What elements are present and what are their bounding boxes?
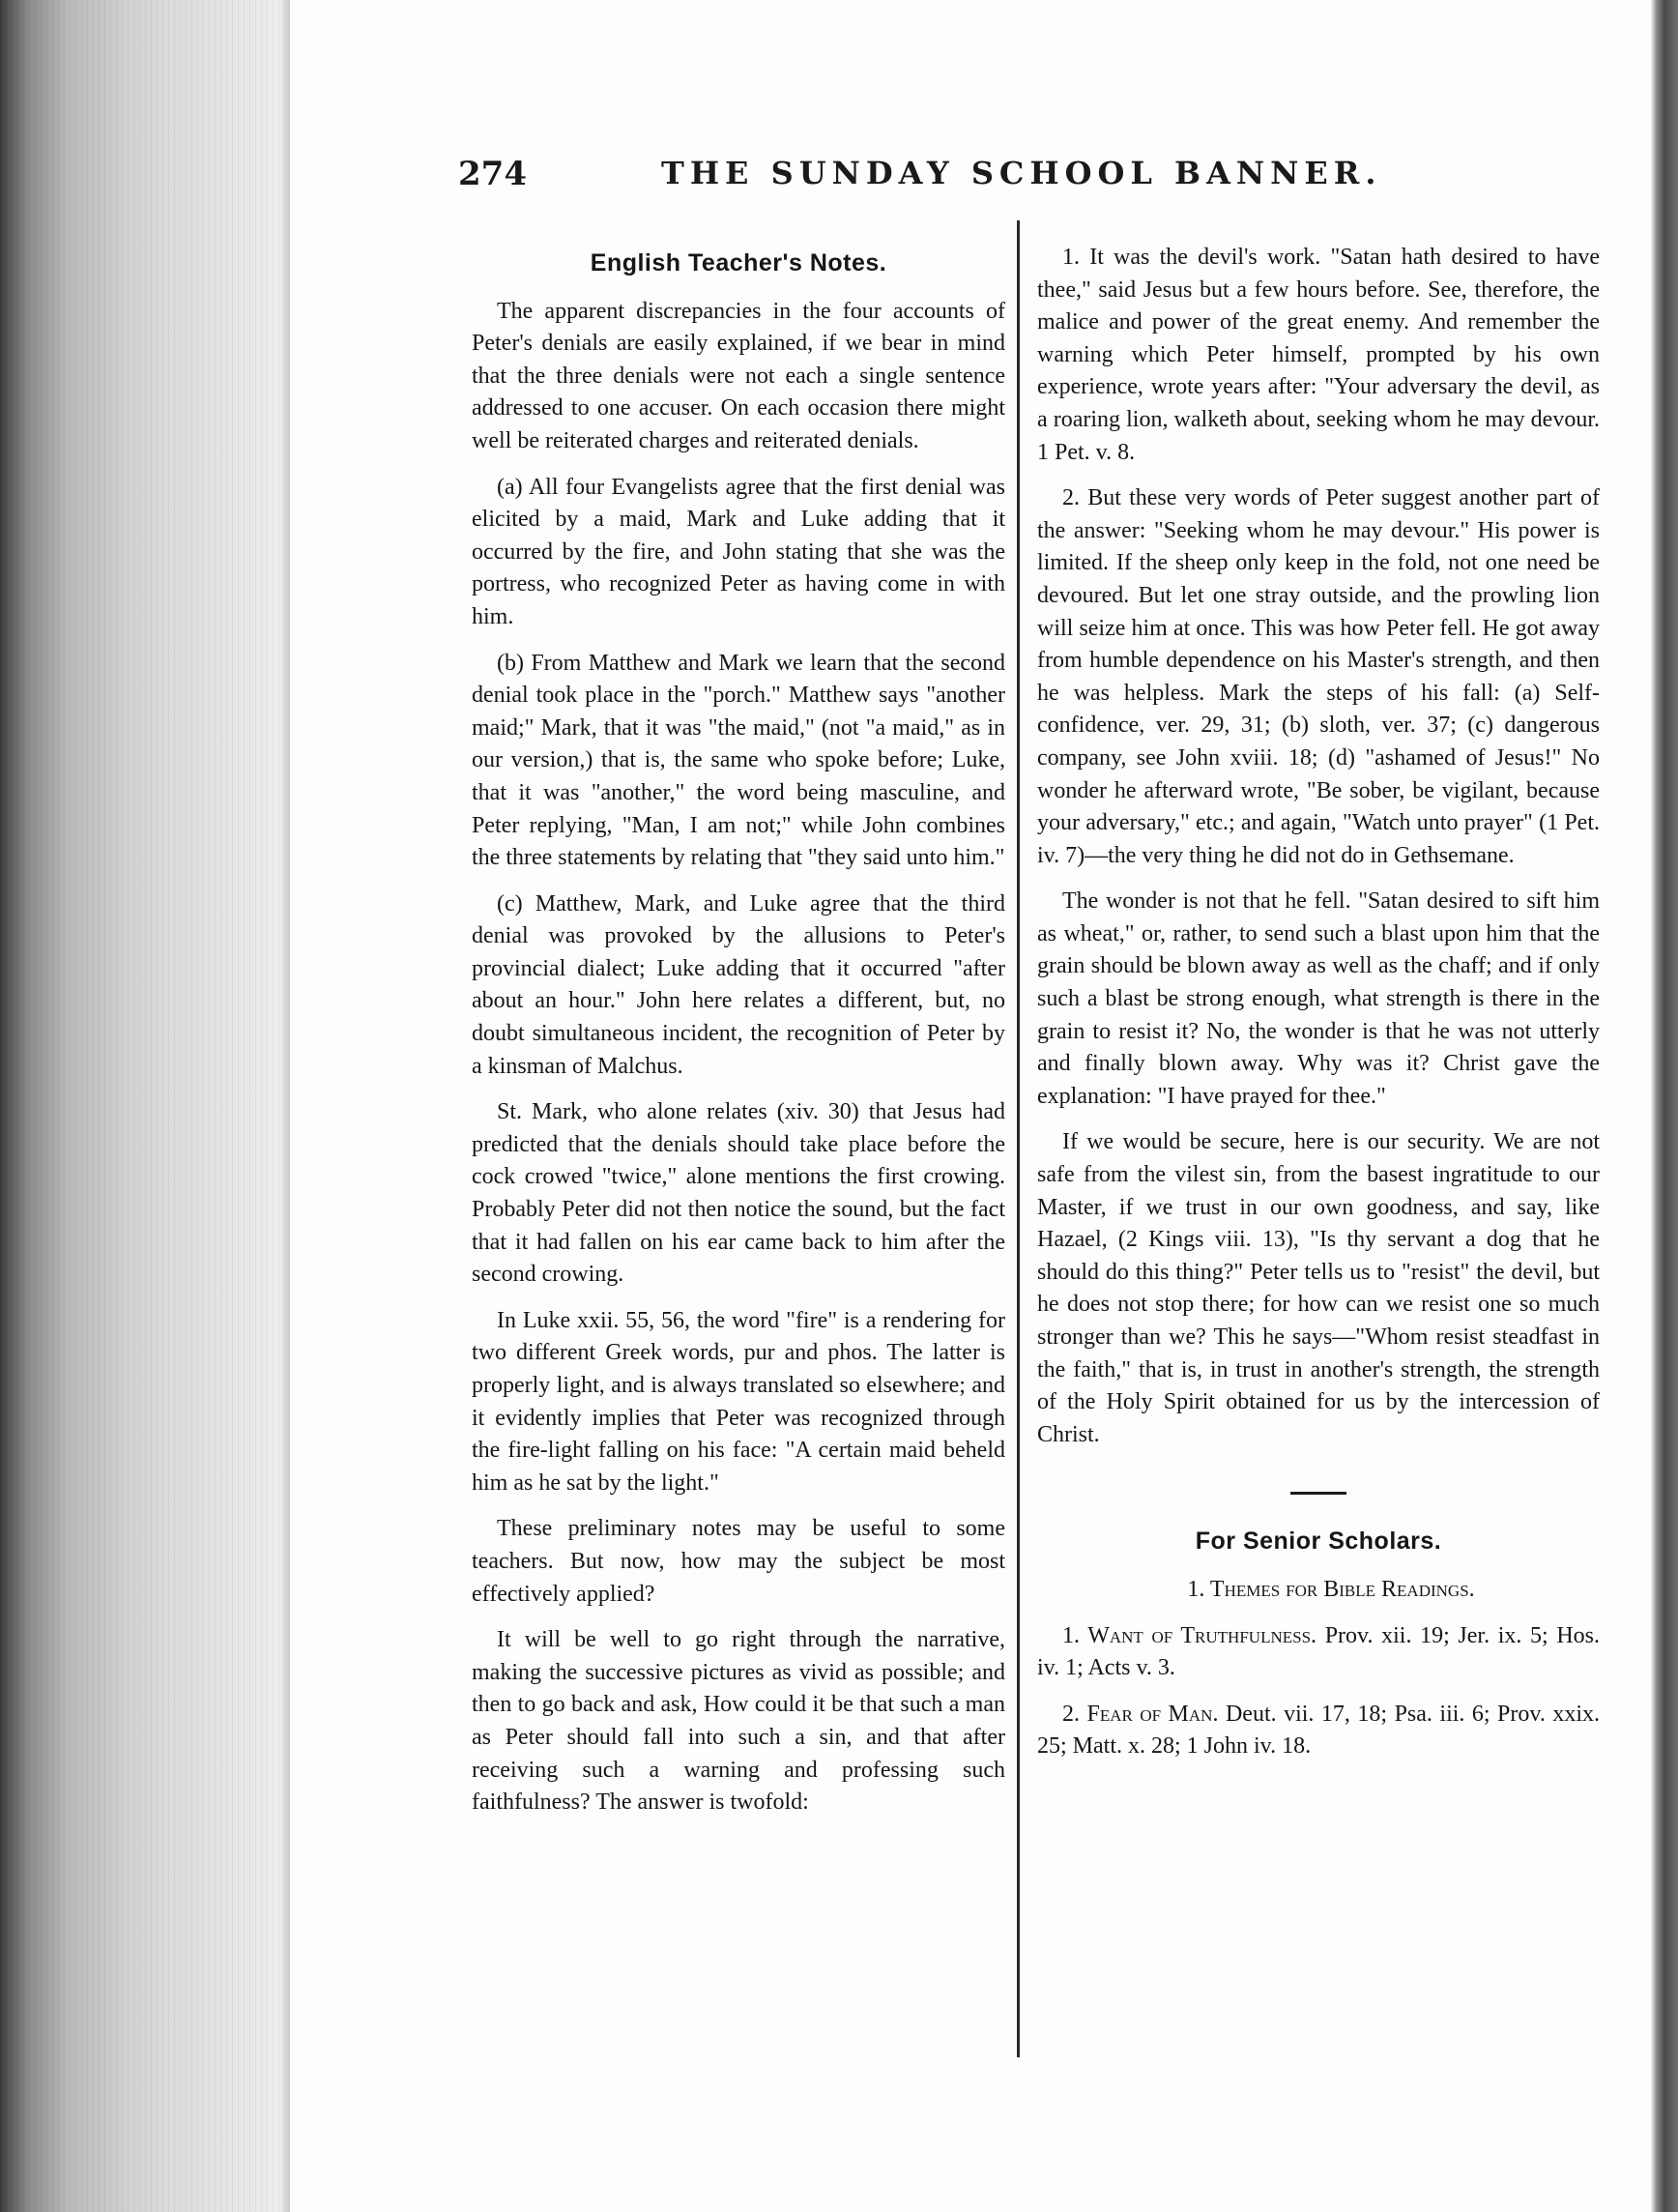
senior-scholars-heading: For Senior Scholars. <box>1195 1528 1442 1556</box>
theme-entry <box>1037 1620 1600 1685</box>
journal-title: THE SUNDAY SCHOOL BANNER. <box>661 155 1382 191</box>
theme-label: 2. Fear of Man. <box>1062 1701 1219 1727</box>
paragraph: These preliminary notes may be useful to some teachers. But now, how may the subject be most effectively applied? <box>472 1516 1005 1607</box>
themes-subheading: 1. Themes for Bible Readings. <box>1187 1576 1475 1602</box>
paragraph: If we would be secure, here is our security. We are not safe from the vilest sin, from the basest ingratitude to our Master, if we trust in our own goodness, and say, like Hazael, (2 Kings viii. 13), "Is thy servant a dog that he should do this thing?" Peter tells us to "resist" the devil, but he does not stop there; for how can we resist one so much stronger than we? This he says—"Whom resist steadfast in the faith," that is, in trust in another's strength, the strength of the Holy Spirit obtained for us by the intercession of Christ. <box>1037 1129 1600 1447</box>
left-column <box>472 242 1005 1833</box>
paragraph: (b) From Matthew and Mark we learn that the second denial took place in the "porch." Matthew says "another maid;" Mark, that it was "the maid," (not "a maid," as in our version,) that is, the same who spoke before; Luke, that it was "another," the word being masculine, and Peter replying, "Man, I am not;" while John combines the three statements by relating that "they said unto him." <box>472 650 1005 871</box>
paragraph: 1. It was the devil's work. "Satan hath desired to have thee," said Jesus but a few hours before. See, therefore, the malice and power of the great enemy. And remember the warning which Peter himself, prompted by his own experience, wrote years after: "Your adversary the devil, as a roaring lion, walketh about, seeking whom he may devour. 1 Pet. v. 8. <box>1037 245 1600 465</box>
paragraph: (a) All four Evangelists agree that the first denial was elicited by a maid, Mark and Luke adding that it occurred by the fire, and John stating that she was the portress, who recognized Peter as having come in with him. <box>472 474 1005 629</box>
paragraph: St. Mark, who alone relates (xiv. 30) that Jesus had predicted that the denials should take place before the cock crowed "twice," alone mentions the first crowing. Probably Peter did not then notice the sound, but the fact that it had fallen on his ear came back to him after the second crowing. <box>472 1099 1005 1288</box>
book-cover-edge <box>1651 0 1678 2212</box>
page-edge-lines <box>0 0 290 2212</box>
paragraph: 2. But these very words of Peter suggest another part of the answer: "Seeking whom he may devour." His power is limited. If the sheep only keep in the fold, not one need be devoured. But let one stray outside, and the prowling lion will seize him at once. This was how Peter fell. He got away from humble dependence on his Master's strength, and then he was helpless. Mark the steps of his fall: (a) Self-confidence, ver. 29, 31; (b) sloth, ver. 37; (c) dangerous company, see John xviii. 18; (d) "ashamed of Jesus!" No wonder he afterward wrote, "Be sober, be vigilant, because your adversary," etc.; and again, "Watch unto prayer" (1 Pet. iv. 7)—the very thing he did not do in Gethsemane. <box>1037 485 1600 868</box>
paragraph: The wonder is not that he fell. "Satan desired to sift him as wheat," or, rather, to send such a blast upon him that the grain should be blown away as well as the chaff; and if only such a blast be strong enough, what strength is there in the grain to resist it? No, the wonder is that he was not utterly and finally blown away. Why was it? Christ gave the explanation: "I have prayed for thee." <box>1037 888 1600 1109</box>
paragraph: The apparent discrepancies in the four accounts of Peter's denials are easily explained, if we bear in mind that the three denials were not each a single sentence addressed to one accuser. On each occasion there might well be reiterated charges and reiterated denials. <box>472 298 1005 453</box>
paragraph: It will be well to go right through the narrative, making the successive pictures as vivid as possible; and then to go back and ask, How could it be that such a man as Peter should fall into such a sin, and that after receiving such a warning and professing such faithfulness? The answer is twofold: <box>472 1627 1005 1816</box>
column-divider <box>1017 220 1020 2057</box>
teacher-notes-heading: English Teacher's Notes. <box>590 249 887 276</box>
section-separator <box>1290 1492 1346 1495</box>
theme-references: Prov. xii. 19; Jer. ix. 5; Hos. iv. 1; Acts v. 3. <box>1037 1622 1601 1681</box>
paragraph: (c) Matthew, Mark, and Luke agree that the third denial was provoked by the allusions to Peter's provincial dialect; Luke adding that it occurred "after about an hour." John here relates a different, but, no doubt simultaneous incident, the recognition of Peter by a kinsman of Malchus. <box>472 890 1005 1079</box>
theme-label: 1. Want of Truthfulness. <box>1062 1622 1317 1648</box>
theme-references: Deut. vii. 17, 18; Psa. iii. 6; Prov. xxix. 25; Matt. x. 28; 1 John iv. 18. <box>1037 1701 1600 1760</box>
theme-entry <box>1037 1699 1600 1763</box>
running-head <box>458 155 1382 213</box>
page-number: 274 <box>458 155 527 193</box>
paragraph: In Luke xxii. 55, 56, the word "fire" is a rendering for two different Greek words, pur and phos. The latter is properly light, and is always translated so elsewhere; and it evidently implies that Peter was recognized through the fire-light falling on his face: "A certain maid beheld him as he sat by the light." <box>472 1307 1005 1496</box>
right-column <box>1037 242 1600 1777</box>
